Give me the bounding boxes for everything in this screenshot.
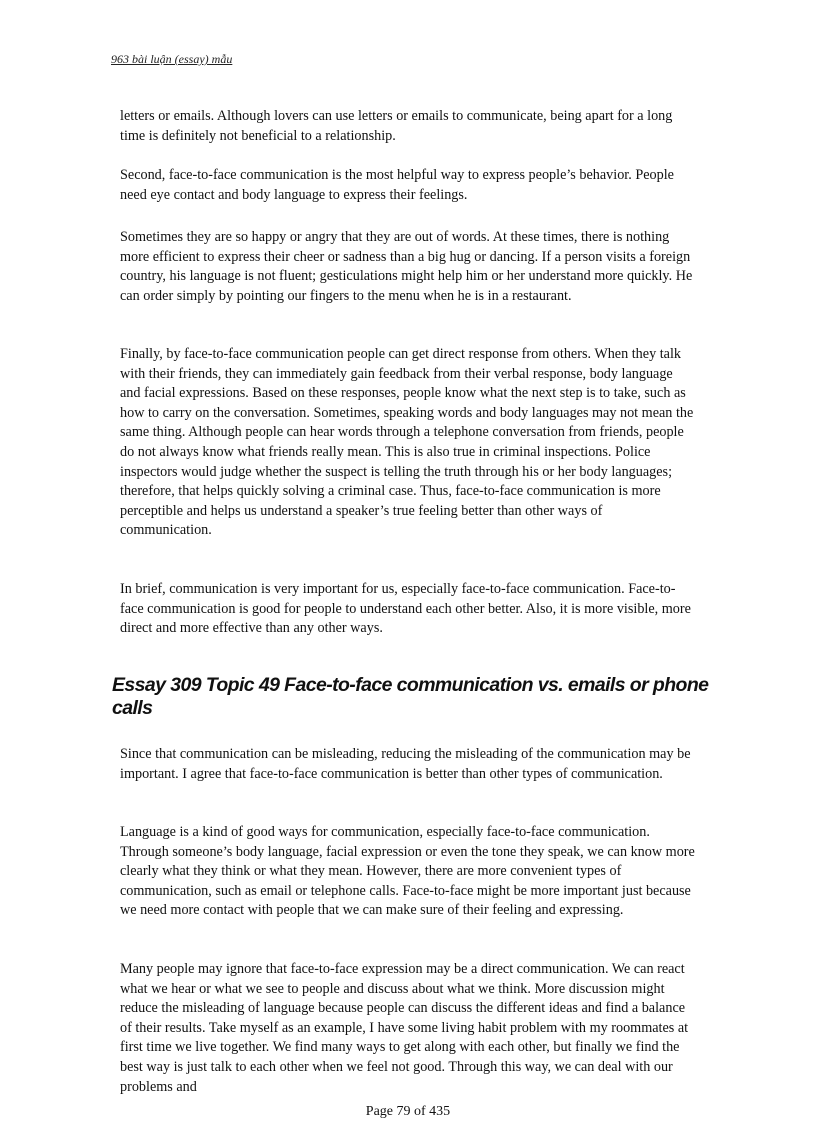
running-header: 963 bài luận (essay) mẫu [111,52,233,66]
paragraph-out-of-words [120,228,696,306]
paragraph-letters-emails [120,107,696,146]
paragraph-text: Since that communication can be misleading, reducing the misleading of the communication may be important. I agree that face-to-face communication is better than other types of communication. [120,746,691,782]
paragraph-many-people [120,960,696,1097]
paragraph-text: letters or emails. Although lovers can use letters or emails to communicate, being apart for a long time is definitely not beneficial to a relationship. [120,108,673,144]
paragraph-language [120,823,696,921]
paragraph-text: Many people may ignore that face-to-face expression may be a direct communication. We can react what we hear or what we see to people and discuss about what we think. More discussion might reduce the misleading of language because people can discuss the different ideas and find a balance of their results. Take myself as an example, I have some living habit problem with my roommates at first time we live together. We find many ways to get along with each other, but finally we find the best way is just talk to each other when we feel not good. Through this way, we can deal with our problems and [120,961,689,1095]
paragraph-text: Language is a kind of good ways for communication, especially face-to-face communication. Through someone’s body language, facial expression or even the tone they speak, we can know more clearly what they think or what they mean. However, there are more convenient types of communication, such as email or telephone calls. Face-to-face might be more important just because we need more contact with people that we can make sure of their feeling and expressing. [120,824,695,919]
paragraph-finally [120,345,696,541]
paragraph-in-brief [120,580,696,639]
paragraph-text: Sometimes they are so happy or angry that they are out of words. At these times, there is nothing more efficient to express their cheer or sadness than a big hug or dancing. If a person visits a foreign country, his language is not fluent; gesticulations might help him or her understand more quickly. He can order simply by pointing our fingers to the menu when he is in a restaurant. [120,229,693,304]
paragraph-second-point [120,166,696,205]
essay-title: Essay 309 Topic 49 Face-to-face communication vs. emails or phone calls [112,674,709,719]
paragraph-text: Finally, by face-to-face communication people can get direct response from others. When they talk with their friends, they can immediately gain feedback from their verbal response, body language and facial expressions. Based on these responses, people know what the next step is to take, such as how to carry on the conversation. Sometimes, speaking words and body languages may not mean the same thing. Although people can hear words through a telephone conversation from friends, people do not always know what friends really mean. This is also true in criminal inspections. Police inspectors would judge whether the suspect is telling the truth through his or her body languages; therefore, that helps quickly solving a criminal case. Thus, face-to-face communication is more perceptible and helps us understand a speaker’s true feeling better than other ways of communication. [120,346,694,539]
paragraph-intro [120,745,696,784]
paragraph-text: In brief, communication is very important for us, especially face-to-face communication. Face-to-face communication is good for people to understand each other better. Also, it is more visible, more direct and more effective than any other ways. [120,581,691,637]
page-number: Page 79 of 435 [365,1104,451,1119]
paragraph-text: Second, face-to-face communication is the most helpful way to express people’s behavior. People need eye contact and body language to express their feelings. [120,167,674,203]
